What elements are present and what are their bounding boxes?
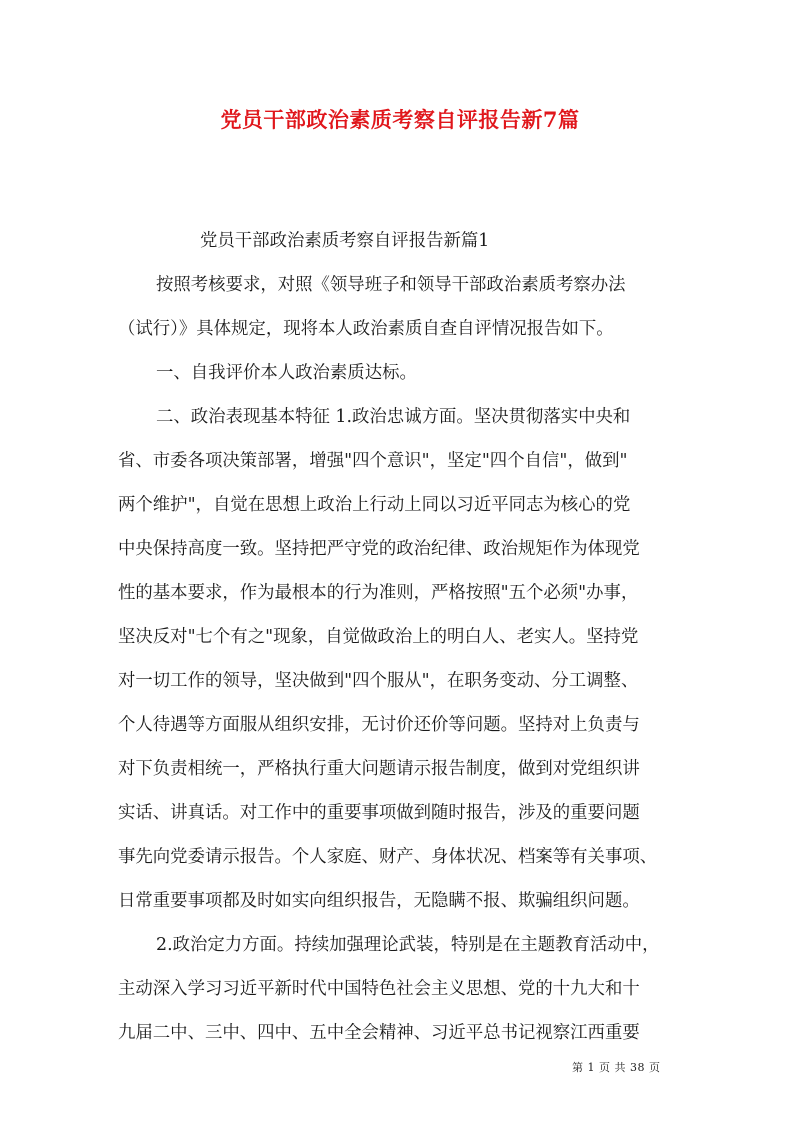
- paragraph-line: 性的基本要求，作为最根本的行为准则，严格按照"五个必须"办事，: [118, 583, 639, 603]
- section-heading: 党员干部政治素质考察自评报告新篇1: [200, 231, 490, 251]
- paragraph-line: 对下负责相统一，严格执行重大问题请示报告制度，做到对党组织讲: [118, 759, 640, 779]
- paragraph-line: 二、政治表现基本特征 1.政治忠诚方面。坚决贯彻落实中央和: [156, 407, 631, 427]
- paragraph-line: 对一切工作的领导，坚决做到"四个服从"，在职务变动、分工调整、: [118, 671, 639, 691]
- document-title: 党员干部政治素质考察自评报告新7篇: [220, 107, 580, 132]
- paragraph-line: 事先向党委请示报告。个人家庭、财产、身体状况、档案等有关事项、: [118, 847, 658, 867]
- paragraph-line: 省、市委各项决策部署，增强"四个意识"，坚定"四个自信"，做到": [118, 451, 628, 471]
- paragraph-line: 按照考核要求，对照《领导班子和领导干部政治素质考察办法: [156, 275, 626, 295]
- paragraph-line: 日常重要事项都及时如实向组织报告，无隐瞒不报、欺骗组织问题。: [118, 891, 640, 911]
- paragraph-line: 实话、讲真话。对工作中的重要事项做到随时报告，涉及的重要问题: [118, 803, 640, 823]
- paragraph-line: 坚决反对"七个有之"现象，自觉做政治上的明白人、老实人。坚持党: [118, 627, 639, 647]
- paragraph-line: 主动深入学习习近平新时代中国特色社会主义思想、党的十九大和十: [118, 979, 640, 999]
- paragraph-line: 一、自我评价本人政治素质达标。: [156, 363, 417, 383]
- page-number-footer: 第 1 页 共 38 页: [572, 1061, 661, 1074]
- paragraph-line: 两个维护"，自觉在思想上政治上行动上同以习近平同志为核心的党: [118, 495, 631, 515]
- paragraph-line: 中央保持高度一致。坚持把严守党的政治纪律、政治规矩作为体现党: [118, 539, 640, 559]
- paragraph-line: 九届二中、三中、四中、五中全会精神、习近平总书记视察江西重要: [118, 1023, 640, 1043]
- paragraph-line: （试行）》具体规定，现将本人政治素质自查自评情况报告如下。: [118, 319, 614, 339]
- paragraph-line: 个人待遇等方面服从组织安排，无讨价还价等问题。坚持对上负责与: [118, 715, 640, 735]
- paragraph-line: 2.政治定力方面。持续加强理论武装，特别是在主题教育活动中，: [156, 935, 660, 955]
